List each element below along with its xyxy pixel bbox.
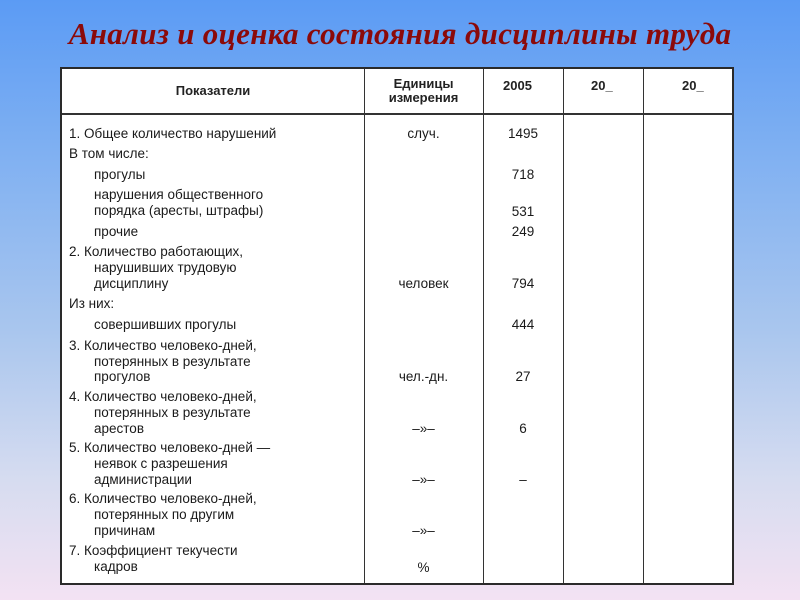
- row-5-label-2: неявок с разрешения: [94, 456, 228, 471]
- row-6-label-1: 6. Количество человеко-дней,: [69, 491, 257, 506]
- row-3-label-3: прогулов: [94, 369, 151, 384]
- header-units: [364, 69, 483, 113]
- header-units-line1: Единицы: [393, 76, 454, 91]
- row-public-order-label-1: нарушения общественного: [94, 187, 264, 202]
- slide-title: Анализ и оценка состояния дисциплины труда: [68, 16, 732, 51]
- row-2-label-2: нарушивших трудовую: [94, 260, 237, 275]
- column-divider: [643, 69, 644, 583]
- row-4-label-3: арестов: [94, 421, 144, 436]
- header-divider: [62, 113, 732, 115]
- header-year-2005: 2005: [503, 78, 532, 93]
- row-5-value: –: [519, 472, 527, 487]
- row-2-label-3: дисциплину: [94, 276, 169, 291]
- row-6-unit: –»–: [412, 523, 435, 538]
- row-7-label-1: 7. Коэффициент текучести: [69, 543, 238, 558]
- row-6-label-2: потерянных по другим: [94, 507, 235, 522]
- row-3-unit: чел.-дн.: [398, 369, 449, 384]
- row-7-unit: %: [417, 560, 430, 575]
- row-4-label-1: 4. Количество человеко-дней,: [69, 389, 257, 404]
- row-public-order-value: 531: [511, 204, 535, 219]
- row-committed-absences-value: 444: [511, 317, 535, 332]
- header-year-3: 20_: [682, 78, 704, 93]
- row-2-unit: человек: [398, 276, 449, 291]
- row-4-unit: –»–: [412, 421, 435, 436]
- header-indicators: Показатели: [175, 83, 251, 98]
- row-2-value: 794: [511, 276, 535, 291]
- row-5-label-1: 5. Количество человеко-дней —: [69, 440, 271, 455]
- row-subheader-of-them: Из них:: [69, 296, 115, 311]
- row-1-value: 1495: [507, 126, 539, 141]
- row-5-label-3: администрации: [94, 472, 192, 487]
- header-year-2: 20_: [591, 78, 613, 93]
- row-6-label-3: причинам: [94, 523, 156, 538]
- row-4-label-2: потерянных в результате: [94, 405, 251, 420]
- row-1-unit: случ.: [407, 126, 440, 141]
- header-units-line2: измерения: [388, 90, 459, 105]
- row-7-label-2: кадров: [94, 559, 138, 574]
- column-divider: [563, 69, 564, 583]
- discipline-table: [60, 67, 734, 585]
- row-3-label-2: потерянных в результате: [94, 354, 251, 369]
- row-public-order-label-2: порядка (аресты, штрафы): [94, 203, 264, 218]
- row-3-value: 27: [515, 369, 531, 384]
- row-other-label: прочие: [94, 224, 139, 239]
- row-other-value: 249: [511, 224, 535, 239]
- row-absences-value: 718: [511, 167, 535, 182]
- row-absences-label: прогулы: [94, 167, 146, 182]
- row-4-value: 6: [519, 421, 527, 436]
- row-1-label: 1. Общее количество нарушений: [69, 126, 277, 141]
- column-divider: [364, 69, 365, 583]
- row-committed-absences-label: совершивших прогулы: [94, 317, 237, 332]
- row-3-label-1: 3. Количество человеко-дней,: [69, 338, 257, 353]
- row-subheader-including: В том числе:: [69, 146, 149, 161]
- row-5-unit: –»–: [412, 472, 435, 487]
- row-2-label-1: 2. Количество работающих,: [69, 244, 244, 259]
